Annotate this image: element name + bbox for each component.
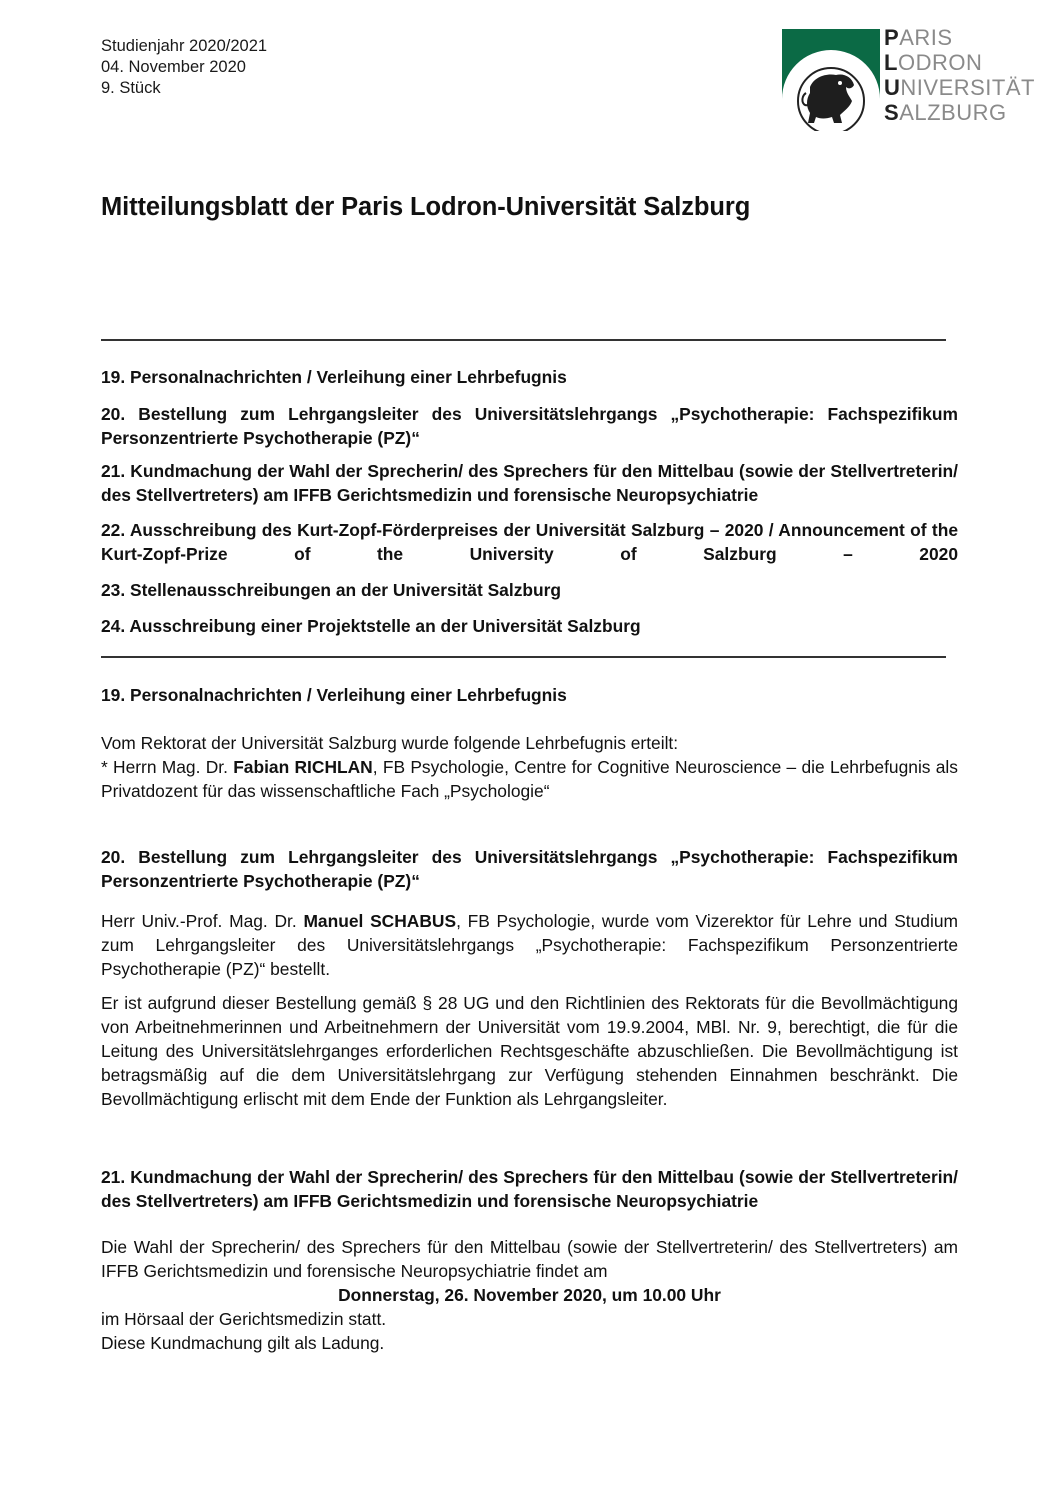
wordmark-line: SALZBURG bbox=[884, 100, 1007, 125]
university-wordmark bbox=[884, 25, 1035, 125]
section-body-19 bbox=[101, 731, 958, 803]
toc-item-20: 20. Bestellung zum Lehrgangsleiter des Universitätslehrgangs „Psychotherapie: Fachspezifikum Personzentrierte Psychotherapie (PZ)“ bbox=[101, 404, 958, 448]
wordmark-line: LODRON bbox=[884, 50, 983, 75]
issue-date: 04. November 2020 bbox=[101, 58, 246, 76]
issue-meta bbox=[101, 36, 267, 99]
divider bbox=[101, 656, 946, 658]
toc-item-24: 24. Ausschreibung einer Projektstelle an der Universität Salzburg bbox=[101, 616, 641, 636]
section-20-p1: Herr Univ.-Prof. Mag. Dr. Manuel SCHABUS, FB Psychologie, wurde vom Vizerektor für Lehre und Studium zum Lehrgangsleiter des Universitätslehrgangs „Psychotherapie: Fachspezifikum Personzentrierte Psychotherapie (PZ)“ bestellt. bbox=[101, 911, 958, 979]
divider bbox=[101, 339, 946, 341]
study-year: Studienjahr 2020/2021 bbox=[101, 37, 268, 55]
person-name: Manuel SCHABUS bbox=[303, 911, 457, 931]
wordmark-line: UNIVERSITÄT bbox=[884, 75, 1035, 100]
section-heading-21: 21. Kundmachung der Wahl der Sprecherin/ des Sprechers für den Mittelbau (sowie der Stellvertreterin/ des Stellvertreters) am IFFB Gerichtsmedizin und forensische Neuropsychiatrie bbox=[101, 1167, 958, 1211]
section-body-21 bbox=[101, 1235, 958, 1355]
person-name: Fabian RICHLAN bbox=[233, 757, 373, 777]
section-21-p2: im Hörsaal der Gerichtsmedizin statt. bbox=[101, 1309, 387, 1329]
section-21-p1: Die Wahl der Sprecherin/ des Sprechers für den Mittelbau (sowie der Stellvertreterin/ des Stellvertreters) am IFFB Gerichtsmedizin und forensische Neuropsychiatrie findet am bbox=[101, 1237, 958, 1281]
section-19-item: * Herrn Mag. Dr. Fabian RICHLAN, FB Psychologie, Centre for Cognitive Neuroscience – die Lehrbefugnis als Privatdozent für das wissenschaftliche Fach „Psychologie“ bbox=[101, 757, 958, 801]
lion-seal-icon bbox=[780, 27, 884, 131]
toc-item-21: 21. Kundmachung der Wahl der Sprecherin/ des Sprechers für den Mittelbau (sowie der Stellvertreterin/ des Stellvertreters) am IFFB Gerichtsmedizin und forensische Neuropsychiatrie bbox=[101, 461, 958, 505]
section-body-20 bbox=[101, 909, 958, 1111]
section-21-p3: Diese Kundmachung gilt als Ladung. bbox=[101, 1333, 385, 1353]
section-heading-20: 20. Bestellung zum Lehrgangsleiter des Universitätslehrgangs „Psychotherapie: Fachspezifikum Personzentrierte Psychotherapie (PZ)“ bbox=[101, 847, 958, 891]
toc-item-23: 23. Stellenausschreibungen an der Universität Salzburg bbox=[101, 580, 562, 600]
section-20-p2: Er ist aufgrund dieser Bestellung gemäß § 28 UG und den Richtlinien des Rektorats für die Bevollmächtigung von Arbeitnehmerinnen und Arbeitnehmern der Universität vom 19.9.2004, MBl. Nr. 9, berechtigt, die für die Leitung des Universitätslehrganges erforderlichen Rechtsgeschäfte abzuschließen. Die Bevollmächtigung ist betragsmäßig auf die dem Universitätslehrgang zur Verfügung stehenden Einnahmen beschränkt. Die Bevollmächtigung erlischt mit dem Ende der Funktion als Lehrgangsleiter. bbox=[101, 993, 958, 1109]
page-title: Mitteilungsblatt der Paris Lodron-Universität Salzburg bbox=[101, 193, 751, 221]
section-19-intro: Vom Rektorat der Universität Salzburg wurde folgende Lehrbefugnis erteilt: bbox=[101, 733, 679, 753]
wordmark-line: PARIS bbox=[884, 25, 953, 50]
issue-number: 9. Stück bbox=[101, 79, 161, 97]
toc-item-19: 19. Personalnachrichten / Verleihung einer Lehrbefugnis bbox=[101, 367, 567, 387]
section-heading-19: 19. Personalnachrichten / Verleihung einer Lehrbefugnis bbox=[101, 685, 567, 705]
toc-item-22: 22. Ausschreibung des Kurt-Zopf-Förderpreises der Universität Salzburg – 2020 / Announcement of the Kurt-Zopf-Prize of the University of Salzburg – 2020 bbox=[101, 520, 958, 564]
election-date: Donnerstag, 26. November 2020, um 10.00 Uhr bbox=[338, 1285, 721, 1305]
